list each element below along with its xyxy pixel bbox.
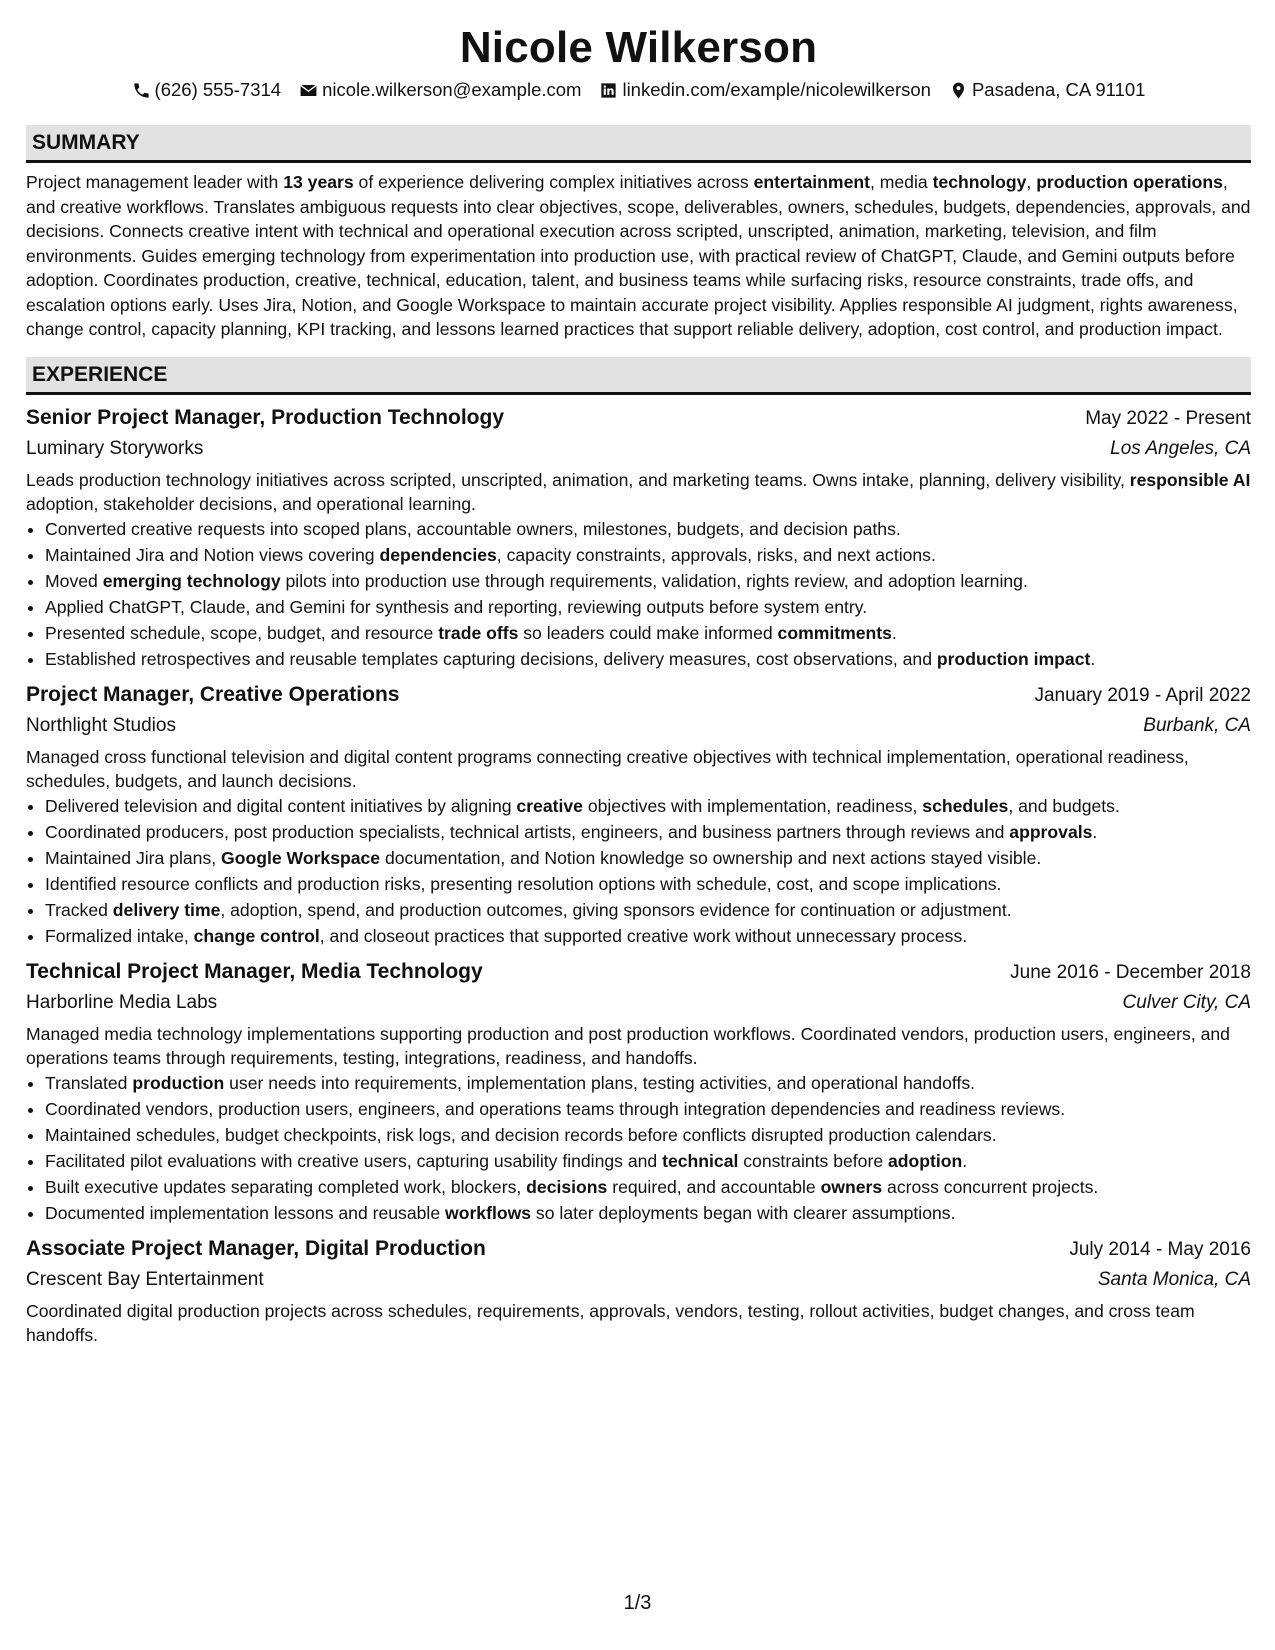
emphasis-text: creative — [516, 795, 583, 816]
emphasis-text: schedules — [922, 795, 1009, 816]
emphasis-text: entertainment — [753, 172, 870, 192]
emphasis-text: technical — [662, 1150, 739, 1171]
job-description: Coordinated digital production projects across schedules, requirements, approvals, vendors, testing, rollout activities, budget changes, and cross team handoffs. — [26, 1300, 1195, 1345]
contact-phone[interactable] — [132, 78, 282, 102]
job-title: Associate Project Manager, Digital Production — [26, 1236, 486, 1260]
experience-list — [26, 403, 1251, 1347]
emphasis-text: commitments — [777, 622, 892, 643]
emphasis-text: Google Workspace — [221, 847, 381, 868]
job-dates: June 2016 - December 2018 — [1010, 961, 1251, 983]
contact-phone-text: (626) 555-7314 — [154, 79, 282, 100]
emphasis-text: approvals — [1009, 821, 1093, 842]
envelope-icon — [299, 81, 318, 100]
emphasis-text: delivery time — [112, 899, 221, 920]
emphasis-text: trade offs — [438, 622, 519, 643]
job-company: Crescent Bay Entertainment — [26, 1268, 264, 1290]
bullet-item: • Maintained schedules, budget checkpoints, risk logs, and decision records before conflicts disrupted production calendars. — [45, 1122, 1251, 1148]
phone-icon — [132, 81, 151, 100]
emphasis-text: technology — [932, 172, 1027, 192]
bullet-item: • Delivered television and digital content initiatives by aligning creative objectives with implementation, readiness, schedules, and budgets. — [45, 793, 1251, 819]
contact-location-text: Pasadena, CA 91101 — [971, 79, 1146, 100]
bullet-item: • Applied ChatGPT, Claude, and Gemini for synthesis and reporting, reviewing outputs before system entry. — [45, 594, 1251, 620]
emphasis-text: adoption — [888, 1150, 963, 1171]
job-entry — [26, 403, 1251, 672]
job-title: Technical Project Manager, Media Technology — [26, 959, 483, 983]
experience-heading: EXPERIENCE — [26, 357, 1251, 395]
job-description: Leads production technology initiatives across scripted, unscripted, animation, and marketing teams. Owns intake, planning, delivery visibility, responsible AI adoption, stakeholder decisions, and operational learning. — [26, 469, 1251, 514]
job-company: Harborline Media Labs — [26, 991, 218, 1013]
job-dates: May 2022 - Present — [1085, 407, 1251, 429]
emphasis-text: emerging technology — [102, 570, 281, 591]
job-title: Project Manager, Creative Operations — [26, 682, 400, 706]
page-number: 1/3 — [623, 1592, 652, 1614]
contact-location — [949, 78, 1146, 102]
bullet-item: • Documented implementation lessons and reusable workflows so later deployments began with clearer assumptions. — [45, 1200, 1251, 1226]
emphasis-text: decisions — [526, 1176, 608, 1197]
job-location: Santa Monica, CA — [1097, 1268, 1251, 1290]
bullet-item: • Coordinated producers, post production specialists, technical artists, engineers, and business partners through reviews and approvals. — [45, 819, 1251, 845]
bullet-item: • Built executive updates separating completed work, blockers, decisions required, and accountable owners across concurrent projects. — [45, 1174, 1251, 1200]
emphasis-text: workflows — [445, 1202, 532, 1223]
bullet-item: • Established retrospectives and reusable templates capturing decisions, delivery measures, cost observations, and production impact. — [45, 646, 1251, 672]
bullet-item: • Coordinated vendors, production users, engineers, and operations teams through integration dependencies and readiness reviews. — [45, 1096, 1251, 1122]
summary-text: Project management leader with 13 years of experience delivering complex initiatives across entertainment, media technology, production operations, and creative workflows. Translates ambiguous requests into clear objectives, scope, deliverables, owners, schedules, budgets, dependencies, approvals, and decisions. Connects creative intent with technical and operational execution across scripted, unscripted, animation, marketing, television, and film environments. Guides emerging technology from experimentation into production use, with practical review of ChatGPT, Claude, and Gemini outputs before adoption. Coordinates production, creative, technical, education, talent, and business teams while surfacing risks, resource constraints, trade offs, and escalation options early. Uses Jira, Notion, and Google Workspace to maintain accurate project visibility. Applies responsible AI judgment, rights awareness, change control, capacity planning, KPI tracking, and lessons learned practices that support reliable delivery, adoption, cost control, and production impact. — [26, 172, 1251, 339]
bullet-item: • Translated production user needs into requirements, implementation plans, testing activities, and operational handoffs. — [45, 1070, 1251, 1096]
map-marker-icon — [949, 81, 968, 100]
emphasis-text: production — [132, 1072, 225, 1093]
bullet-item: • Maintained Jira plans, Google Workspace documentation, and Notion knowledge so ownership and next actions stayed visible. — [45, 845, 1251, 871]
emphasis-text: 13 years — [283, 172, 354, 192]
job-location: Culver City, CA — [1122, 991, 1251, 1013]
job-bullets — [26, 516, 1251, 672]
emphasis-text: responsible AI — [1129, 469, 1251, 490]
job-location: Los Angeles, CA — [1110, 437, 1251, 459]
bullet-item: • Moved emerging technology pilots into production use through requirements, validation, rights review, and adoption learning. — [45, 568, 1251, 594]
emphasis-text: change control — [193, 925, 320, 946]
job-title: Senior Project Manager, Production Technology — [26, 405, 505, 429]
job-location: Burbank, CA — [1143, 714, 1251, 736]
job-entry — [26, 957, 1251, 1226]
job-bullets — [26, 793, 1251, 949]
contact-linkedin[interactable] — [599, 78, 930, 102]
emphasis-text: production operations — [1036, 172, 1223, 192]
job-dates: January 2019 - April 2022 — [1034, 684, 1251, 706]
bullet-item: • Maintained Jira and Notion views covering dependencies, capacity constraints, approvals, risks, and next actions. — [45, 542, 1251, 568]
job-entry — [26, 1234, 1251, 1347]
bullet-item: • Converted creative requests into scoped plans, accountable owners, milestones, budgets, and decision paths. — [45, 516, 1251, 542]
contact-bar — [26, 78, 1251, 102]
emphasis-text: dependencies — [379, 544, 497, 565]
contact-email[interactable] — [299, 78, 581, 102]
emphasis-text: production impact — [936, 648, 1091, 669]
bullet-item: • Tracked delivery time, adoption, spend, and production outcomes, giving sponsors evidence for continuation or adjustment. — [45, 897, 1251, 923]
job-company: Northlight Studios — [26, 714, 176, 736]
emphasis-text: owners — [820, 1176, 883, 1197]
bullet-item: • Formalized intake, change control, and closeout practices that supported creative work without unnecessary process. — [45, 923, 1251, 949]
summary-heading: SUMMARY — [26, 125, 1251, 163]
job-company: Luminary Storyworks — [26, 437, 204, 459]
candidate-name: Nicole Wilkerson — [459, 23, 818, 72]
job-description: Managed media technology implementations supporting production and post production workflows. Coordinated vendors, production users, engineers, and operations teams through requirements, testing, integrations, readiness, and handoffs. — [26, 1023, 1230, 1068]
resume-page — [26, 22, 1251, 1347]
job-bullets — [26, 1070, 1251, 1226]
contact-linkedin-text: linkedin.com/example/nicolewilkerson — [622, 79, 931, 100]
job-description: Managed cross functional television and digital content programs connecting creative objectives with technical implementation, operational readiness, schedules, budgets, and launch decisions. — [26, 746, 1189, 791]
bullet-item: • Identified resource conflicts and production risks, presenting resolution options with schedule, cost, and scope implications. — [45, 871, 1251, 897]
bullet-item: • Facilitated pilot evaluations with creative users, capturing usability findings and technical constraints before adoption. — [45, 1148, 1251, 1174]
bullet-item: • Presented schedule, scope, budget, and resource trade offs so leaders could make informed commitments. — [45, 620, 1251, 646]
contact-email-text: nicole.wilkerson@example.com — [322, 79, 582, 100]
job-entry — [26, 680, 1251, 949]
job-dates: July 2014 - May 2016 — [1069, 1238, 1251, 1260]
linkedin-icon — [599, 81, 618, 100]
